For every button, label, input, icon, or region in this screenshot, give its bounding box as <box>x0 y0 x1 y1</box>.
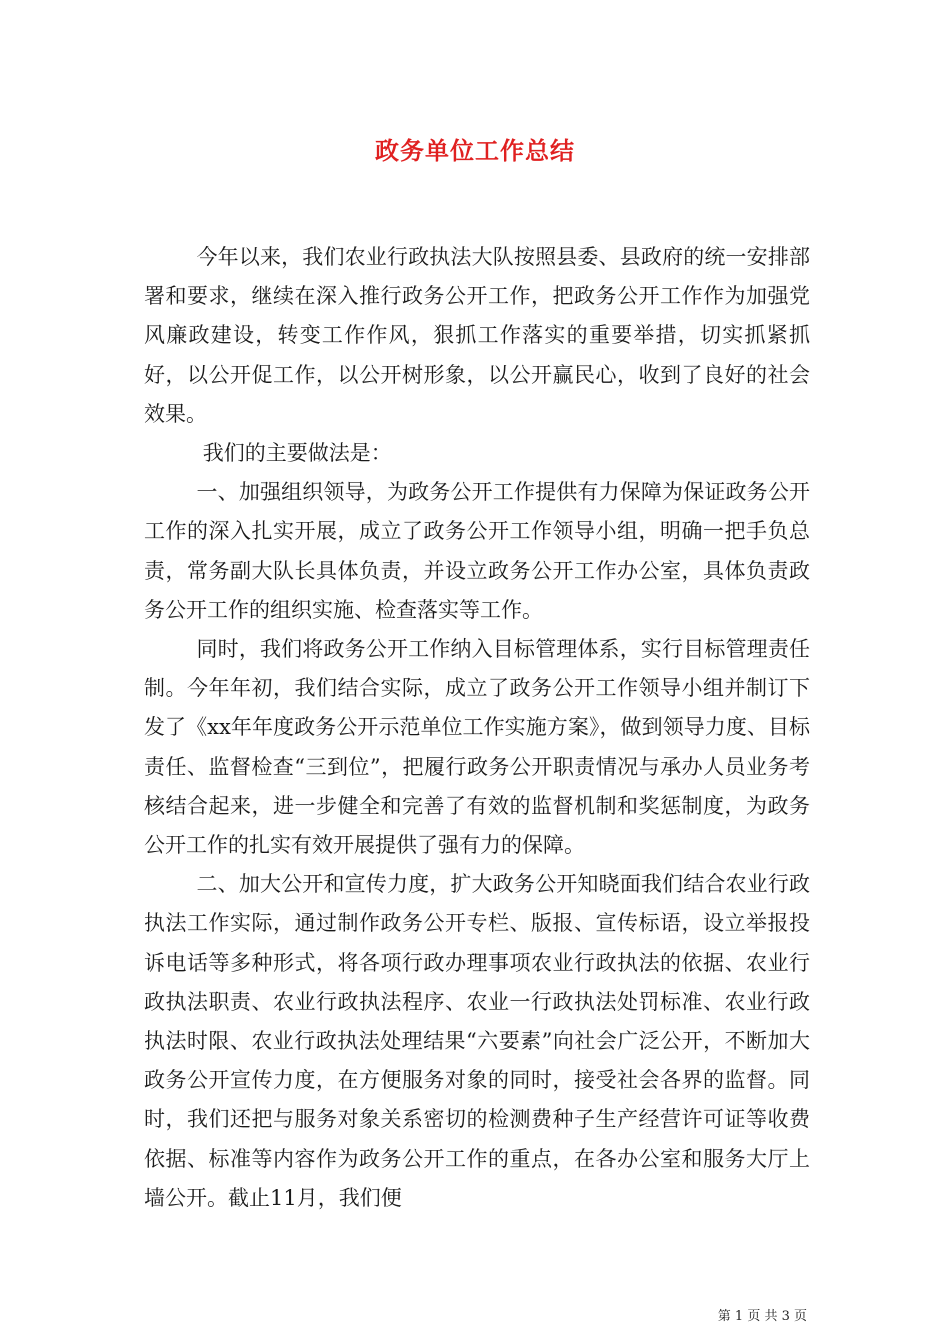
paragraph-main-methods: 我们的主要做法是： <box>202 441 392 466</box>
document-body <box>144 238 810 1218</box>
page-number: 第 1 页 共 3 页 <box>717 1309 807 1324</box>
document-title: 政务单位工作总结 <box>375 136 575 165</box>
paragraph-organization: 一、加强组织领导，为政务公开工作提供有力保障为保证政务公开工作的深入扎实开展，成立了政务公开工作领导小组，明确一把手负总责，常务副大队长具体负责，并设立政务公开工作办公室，具体负责政务公开工作的组织实施、检查落实等工作。 <box>144 480 810 622</box>
paragraph-responsibility: 同时，我们将政务公开工作纳入目标管理体系，实行目标管理责任制。今年年初，我们结合实际，成立了政务公开工作领导小组并制订下发了《xx年年度政务公开示范单位工作实施方案》，做到领导力度、目标责任、监督检查“三到位”，把履行政务公开职责情况与承办人员业务考核结合起来，进一步健全和完善了有效的监督机制和奖惩制度，为政务公开工作的扎实有效开展提供了强有力的保障。 <box>144 637 810 858</box>
paragraph-intro: 今年以来，我们农业行政执法大队按照县委、县政府的统一安排部署和要求，继续在深入推行政务公开工作，把政务公开工作作为加强党风廉政建设，转变工作作风，狠抓工作落实的重要举措，切实抓紧抓好，以公开促工作，以公开树形象，以公开赢民心，收到了良好的社会效果。 <box>144 245 810 426</box>
paragraph-publicity: 二、加大公开和宣传力度，扩大政务公开知晓面我们结合农业行政执法工作实际，通过制作政务公开专栏、版报、宣传标语，设立举报投诉电话等多种形式，将各项行政办理事项农业行政执法的依据、农业行政执法职责、农业行政执法程序、农业一行政执法处罚标准、农业行政执法时限、农业行政执法处理结果“六要素”向社会广泛公开，不断加大政务公开宣传力度，在方便服务对象的同时，接受社会各界的监督。同时，我们还把与服务对象关系密切的检测费种子生产经营许可证等收费依据、标准等内容作为政务公开工作的重点，在各办公室和服务大厅上墙公开。截止11月，我们便 <box>144 872 810 1210</box>
